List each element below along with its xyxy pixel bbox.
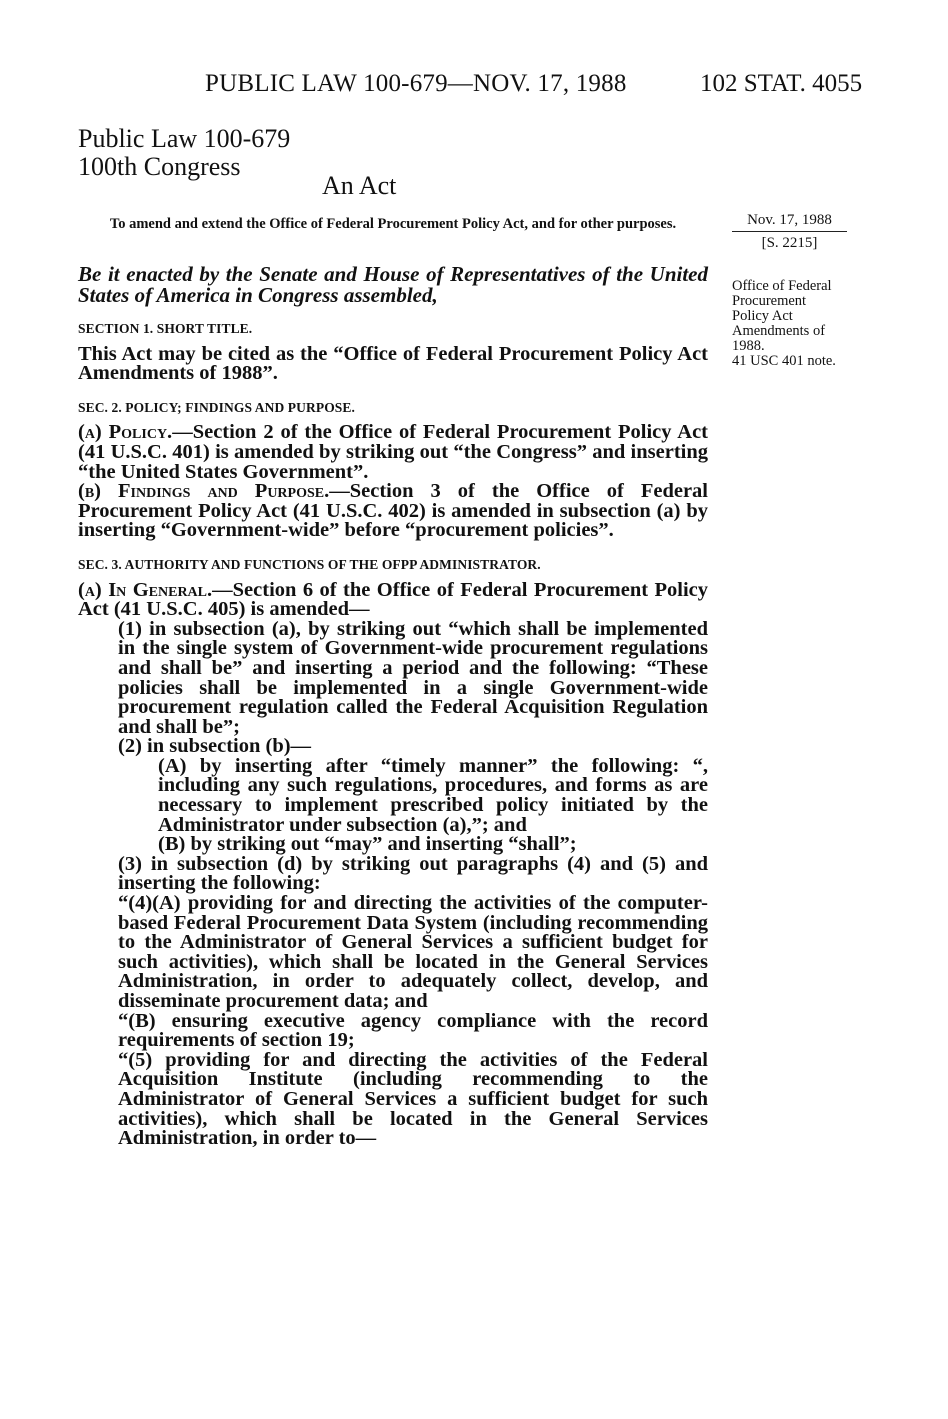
paragraph-2: (2) in subsection (b)—: [118, 735, 312, 758]
section-3-heading: SEC. 3. AUTHORITY AND FUNCTIONS OF THE OFPP ADMINISTRATOR.: [78, 556, 541, 572]
section-3a: [78, 578, 708, 621]
quoted-paragraph-4A: “(4)(A) providing for and directing the activities of the computer-based Federal Procurement Data System (including recommending to the Administrator of General Services a sufficient budget for such activities), which shall be located in the General Services Administration, in order to adequately collect, develop, and disseminate procurement data; and: [118, 892, 708, 1012]
public-law-number: Public Law 100-679: [78, 124, 291, 153]
margin-note-line: 41 USC 401 note.: [732, 353, 836, 369]
margin-note-line: Amendments of: [732, 323, 826, 339]
paragraph-3: (3) in subsection (d) by striking out paragraphs (4) and (5) and inserting the following:: [118, 852, 708, 895]
margin-note-line: Policy Act: [732, 308, 793, 324]
bill-number: [S. 2215]: [761, 235, 818, 251]
section-2b: [78, 482, 708, 541]
margin-note-line: 1988.: [732, 338, 765, 354]
section-2a-label: (a) Policy.: [78, 421, 173, 444]
section-2b-text: —Section 3 of the Office of Federal Procurement Policy Act (41 U.S.C. 402) is amended in subsection (a) by inserting “Government-wide” before “procurement policies”.: [78, 480, 708, 542]
margin-note-line: Procurement: [732, 293, 807, 309]
section-2b-label: (b) Findings and Purpose.: [78, 480, 330, 503]
enacting-clause: Be it enacted by the Senate and House of Representatives of the United States of America in Congress assembled,: [78, 262, 708, 307]
congress-label: 100th Congress: [78, 152, 241, 181]
margin-note-line: Office of Federal: [732, 278, 832, 294]
section-2a: [78, 423, 708, 482]
date-box: [732, 212, 847, 252]
section-3a-text: —Section 6 of the Office of Federal Procurement Policy Act (41 U.S.C. 405) is amended—: [78, 578, 708, 621]
act-body: [78, 264, 708, 1149]
section-1-text: This Act may be cited as the “Office of Federal Procurement Policy Act Amendments of 1988”.: [78, 342, 708, 385]
running-head: PUBLIC LAW 100-679—NOV. 17, 1988: [205, 70, 627, 97]
section-2a-text: —Section 2 of the Office of Federal Procurement Policy Act (41 U.S.C. 401) is amended by striking out “the Congress” and inserting “the United States Government”.: [78, 421, 708, 483]
paragraph-1: (1) in subsection (a), by striking out “which shall be implemented in the single system of Government-wide procurement regulations and shall be” and inserting a period and the following: “These policies shall be implemented in a single Government-wide procurement regulation called the Federal Acquisition Regulation and shall be”;: [118, 617, 708, 738]
margin-note: [732, 279, 872, 369]
statute-page-number: 102 STAT. 4055: [700, 70, 863, 97]
section-1-heading: SECTION 1. SHORT TITLE.: [78, 321, 253, 336]
quoted-paragraph-4B: “(B) ensuring executive agency compliance with the record requirements of section 19;: [118, 1009, 708, 1052]
enactment-date: Nov. 17, 1988: [732, 212, 847, 232]
subparagraph-2A: (A) by inserting after “timely manner” the following: “, including any such regulations, procedures, and forms as are necessary to implement prescribed policy initiated by the Administrator under subsection (a),”; and: [158, 754, 708, 836]
section-3a-label: (a) In General.: [78, 578, 213, 601]
act-purpose: To amend and extend the Office of Federal Procurement Policy Act, and for other purposes.: [109, 216, 677, 232]
section-2-heading: SEC. 2. POLICY; FINDINGS AND PURPOSE.: [78, 399, 355, 415]
quoted-paragraph-5: “(5) providing for and directing the activities of the Federal Acquisition Institute (including recommending to the Administrator of General Services a sufficient budget for such activities), which shall be located in the General Services Administration, in order to—: [118, 1048, 708, 1150]
subparagraph-2B: (B) by striking out “may” and inserting “shall”;: [158, 833, 577, 856]
act-title: An Act: [322, 171, 397, 200]
